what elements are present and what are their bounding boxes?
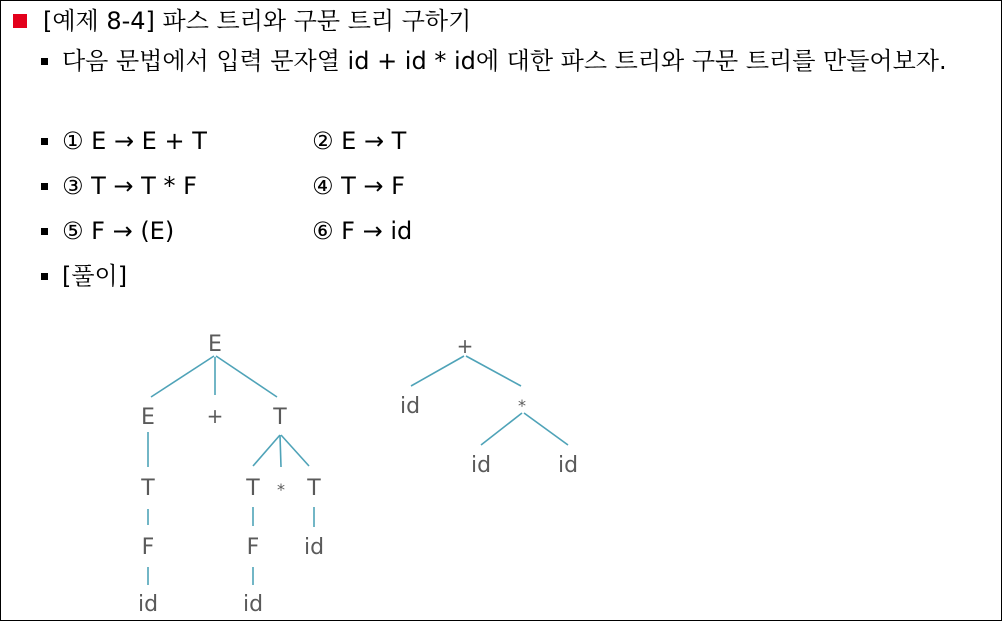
parse-node-F1: F — [141, 535, 155, 560]
heading-text: [예제 8-4] 파스 트리와 구문 트리 구하기 — [43, 7, 472, 35]
problem-description — [41, 45, 1002, 77]
syntax-node-id-a: id — [470, 453, 492, 478]
parse-node-star: * — [277, 480, 285, 499]
parse-node-E: E — [141, 405, 155, 430]
parse-node-root-E: E — [208, 332, 222, 357]
parse-node-id2: id — [242, 592, 264, 617]
edge-star-to-id-a — [481, 413, 522, 445]
description-text: 다음 문법에서 입력 문자열 id + id * id에 대한 파스 트리와 구문 트리를 만들어보자. — [62, 47, 947, 75]
parse-node-T2: T — [246, 476, 260, 501]
edge-E-to-E — [151, 356, 214, 397]
edge-plus-to-id — [411, 356, 464, 386]
parse-node-id3: id — [303, 535, 325, 560]
parse-tree-nodes — [138, 332, 324, 617]
parse-node-T3: T — [307, 476, 321, 501]
rule-6: ⑥ F → id — [312, 217, 413, 245]
rule-1: ① E → E + T — [62, 127, 207, 155]
edge-E-to-T — [216, 356, 277, 397]
red-square-bullet-icon — [13, 14, 27, 28]
example-heading — [13, 5, 471, 37]
edge-T-to-star — [280, 435, 281, 467]
parse-node-id1: id — [137, 592, 159, 617]
rule-4: ④ T → F — [312, 172, 405, 200]
square-bullet-icon — [41, 183, 48, 190]
grammar-rule-row-3 — [41, 215, 412, 247]
solution-label: [풀이] — [62, 262, 128, 290]
parse-node-T1: T — [141, 476, 155, 501]
square-bullet-icon — [41, 228, 48, 235]
rule-3: ③ T → T * F — [62, 172, 197, 200]
tree-figure — [1, 301, 1001, 621]
syntax-tree-edges — [411, 356, 568, 445]
edge-plus-to-star — [466, 356, 521, 386]
solution-bullet — [41, 260, 127, 292]
square-bullet-icon — [41, 273, 48, 280]
syntax-node-id: id — [399, 394, 421, 419]
rule-2: ② E → T — [312, 127, 407, 155]
edge-star-to-id-b — [524, 413, 568, 445]
square-bullet-icon — [41, 138, 48, 145]
syntax-node-id-b: id — [557, 453, 579, 478]
parse-node-plus: + — [206, 404, 224, 428]
parse-node-F2: F — [246, 535, 260, 560]
grammar-rule-row-1 — [41, 125, 406, 157]
syntax-node-plus: + — [456, 334, 474, 358]
syntax-tree-nodes — [400, 334, 578, 478]
parse-tree-edges — [148, 356, 314, 585]
square-bullet-icon — [41, 58, 48, 65]
grammar-rule-row-2 — [41, 170, 405, 202]
syntax-node-star: * — [518, 396, 526, 415]
edge-T-to-T3 — [281, 435, 309, 466]
edge-T-to-T2 — [253, 435, 280, 466]
parse-node-T: T — [273, 405, 287, 430]
rule-5: ⑤ F → (E) — [62, 217, 175, 245]
